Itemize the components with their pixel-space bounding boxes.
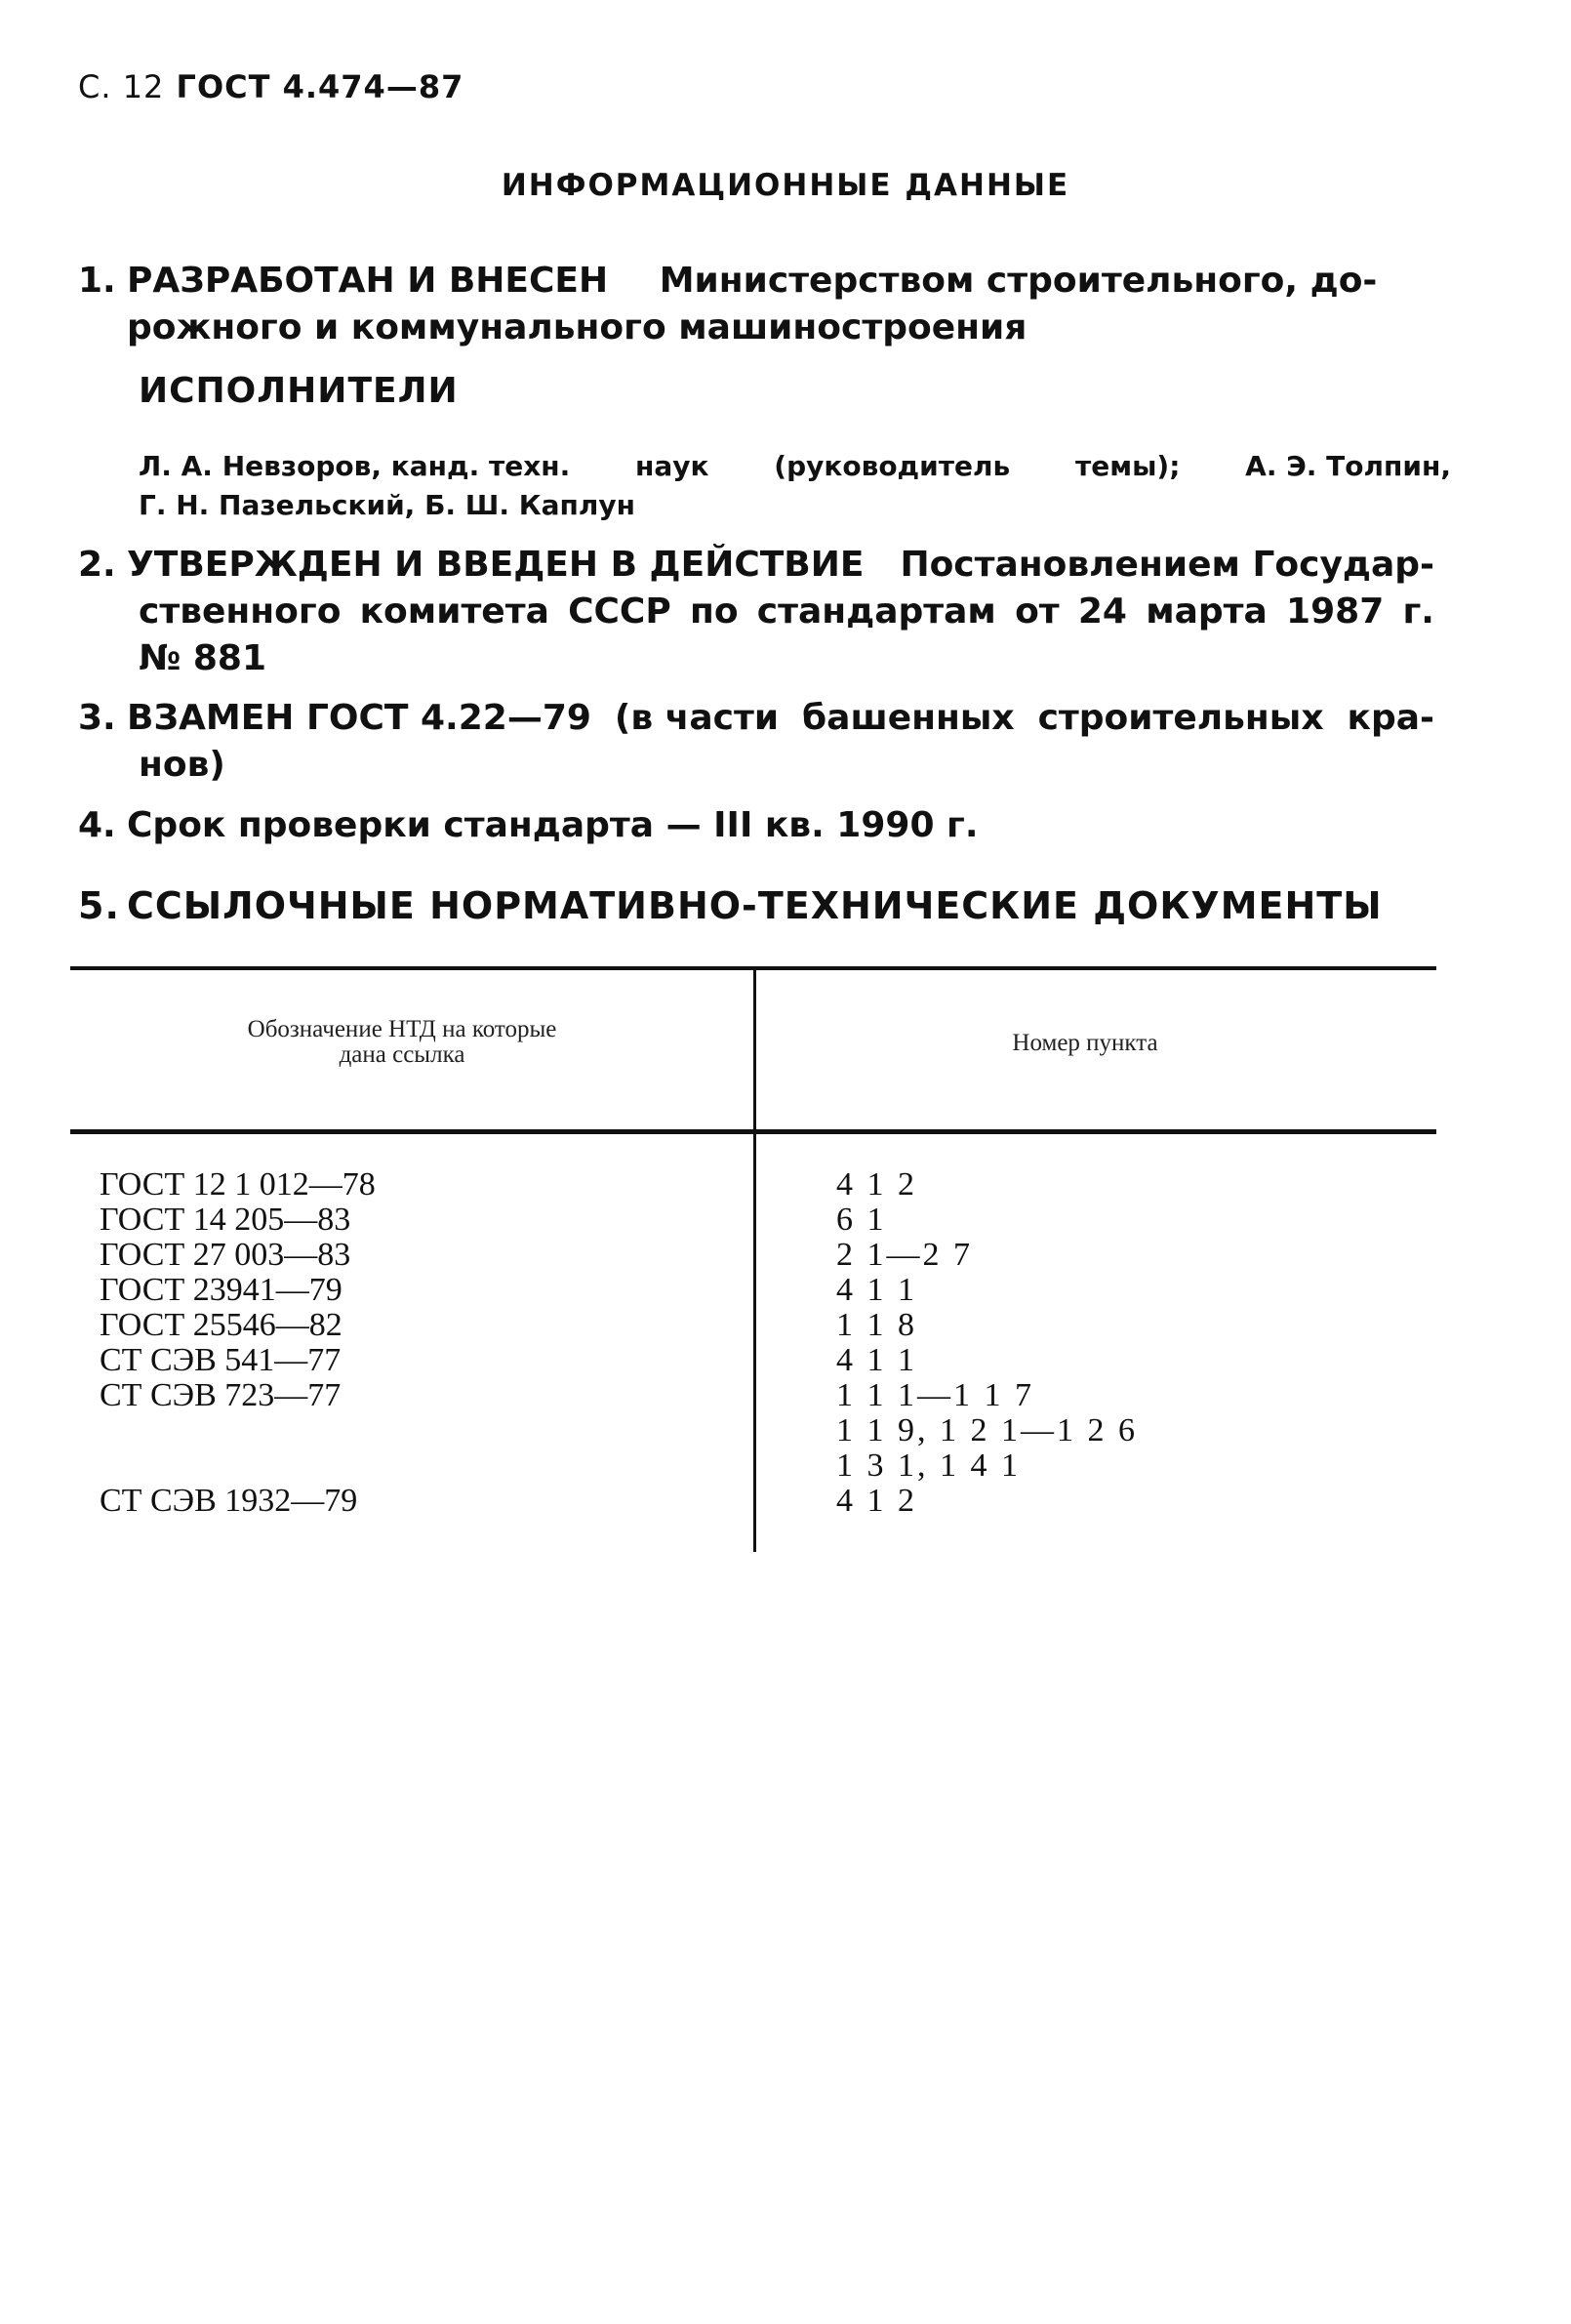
table-cell-ntd: ГОСТ 14 205—83 <box>100 1202 351 1238</box>
item-text-continued: нов) <box>139 745 225 785</box>
word: марта <box>1146 591 1268 632</box>
item-reference-docs <box>78 882 1434 929</box>
item-text: Министерством строительного, до- <box>659 261 1378 301</box>
table-cell-ntd <box>100 1448 376 1484</box>
item-lead: УТВЕРЖДЕН И ВВЕДЕН В ДЕЙСТВИЕ <box>127 545 865 585</box>
clause-column <box>836 1167 1138 1519</box>
word: башенных <box>802 698 1015 738</box>
executors-line: Г. Н. Пазельский, Б. Ш. Каплун <box>139 489 636 521</box>
executor-text: (руководитель <box>774 450 1011 482</box>
column-header-clause: Номер пункта <box>1012 1030 1158 1056</box>
executors-line <box>139 447 1451 486</box>
document-number: ГОСТ 4.474—87 <box>176 68 464 105</box>
item-review-date <box>78 802 1434 849</box>
item-text-continued <box>78 589 1434 635</box>
word: г. <box>1402 591 1434 632</box>
column-header-ntd <box>129 1017 675 1068</box>
executor-text: темы); <box>1074 450 1181 482</box>
word: СССР <box>568 591 671 632</box>
column-header-text: дана ссылка <box>339 1041 465 1068</box>
item-lead: ВЗАМЕН ГОСТ 4.22—79 <box>127 698 591 738</box>
ntd-column <box>100 1167 376 1519</box>
info-data-title: ИНФОРМАЦИОННЫЕ ДАННЫЕ <box>501 168 1070 203</box>
table-cell-ntd: ГОСТ 25546—82 <box>100 1307 342 1343</box>
column-header-text: Обозначение НТД на которые <box>247 1016 557 1042</box>
table-cell-clause: 1 1 1—1 1 7 <box>836 1377 1034 1413</box>
word: 24 <box>1077 591 1127 632</box>
word: от <box>1015 591 1060 632</box>
executor-text: А. Э. Толпин, <box>1245 450 1451 482</box>
item-text-continued: рожного и коммунального машиностроения <box>127 307 1027 347</box>
item-number: 2. <box>78 545 116 585</box>
table-column-divider <box>753 966 756 1552</box>
item-number: 3. <box>78 698 116 738</box>
table-cell-ntd: СТ СЭВ 723—77 <box>100 1377 342 1413</box>
item-number: 4. <box>78 805 116 845</box>
executors-title: ИСПОЛНИТЕЛИ <box>139 371 459 411</box>
page-number: С. 12 <box>78 68 165 105</box>
item-replaces <box>78 695 1434 789</box>
reference-table <box>70 966 1436 1552</box>
table-cell-ntd: ГОСТ 12 1 012—78 <box>100 1166 376 1203</box>
word: (в части <box>614 698 780 738</box>
table-cell-clause: 1 3 1, 1 4 1 <box>836 1447 1021 1484</box>
item-approved <box>78 542 1434 682</box>
table-cell-clause: 6 1 <box>836 1202 887 1238</box>
table-cell-ntd <box>100 1413 376 1448</box>
word: кра- <box>1347 698 1434 738</box>
executor-text: Л. А. Невзоров, канд. техн. <box>139 450 571 482</box>
decree-number: № 881 <box>139 638 266 678</box>
table-cell-clause: 1 1 9, 1 2 1—1 2 6 <box>836 1412 1138 1448</box>
executors-list <box>139 447 1451 525</box>
table-cell-clause: 2 1—2 7 <box>836 1237 973 1273</box>
word: по <box>689 591 739 632</box>
table-cell-clause: 4 1 2 <box>836 1166 917 1203</box>
table-cell-clause: 1 1 8 <box>836 1307 917 1343</box>
item-text: ССЫЛОЧНЫЕ НОРМАТИВНО-ТЕХНИЧЕСКИЕ ДОКУМЕНТЫ <box>127 884 1383 927</box>
table-cell-clause: 4 1 1 <box>836 1342 917 1378</box>
table-cell-clause: 4 1 2 <box>836 1483 917 1519</box>
table-cell-ntd: СТ СЭВ 1932—79 <box>100 1483 358 1519</box>
item-number: 1. <box>78 261 116 301</box>
word: стандартам <box>756 591 996 632</box>
word: строительных <box>1037 698 1324 738</box>
item-number: 5. <box>78 884 120 927</box>
item-text: Срок проверки стандарта — III кв. 1990 г. <box>127 805 979 845</box>
item-text: Постановлением Государ- <box>900 545 1434 585</box>
table-cell-ntd: ГОСТ 27 003—83 <box>100 1237 351 1273</box>
word: ственного <box>139 591 342 632</box>
executor-text: наук <box>635 450 709 482</box>
table-cell-ntd: СТ СЭВ 541—77 <box>100 1342 342 1378</box>
word: комитета <box>359 591 549 632</box>
item-developed-by <box>78 258 1434 351</box>
table-cell-clause: 4 1 1 <box>836 1272 917 1308</box>
table-cell-ntd: ГОСТ 23941—79 <box>100 1272 342 1308</box>
item-lead: РАЗРАБОТАН И ВНЕСЕН <box>127 261 609 301</box>
word: 1987 <box>1286 591 1385 632</box>
page-header <box>78 68 463 105</box>
